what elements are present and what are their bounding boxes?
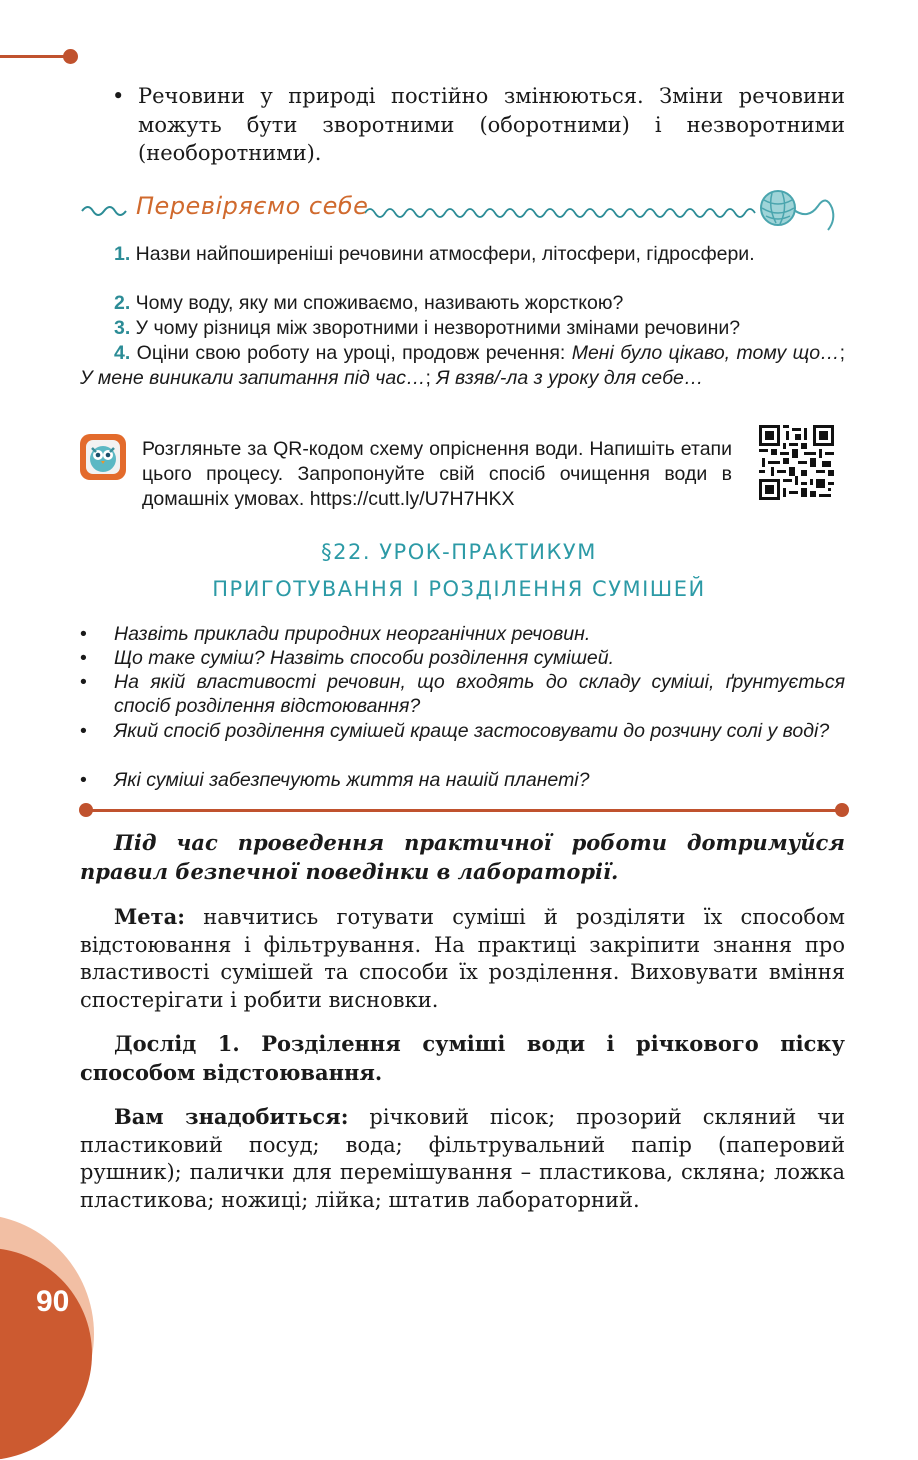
bullet-text: Назвіть приклади природних неорганічних речовин. xyxy=(114,623,591,645)
goal-label: Мета: xyxy=(114,904,185,929)
materials-label: Вам знадобиться: xyxy=(114,1104,349,1129)
page-number: 90 xyxy=(36,1285,70,1318)
lesson-bullet-5: • Які суміші забезпечують життя на нашій планеті? xyxy=(80,768,845,792)
question-number: 2. xyxy=(114,292,131,314)
lesson-bullet-3: • На якій властивості речовин, що входять до складу суміші, ґрунтується спосіб розділення відстоювання? xyxy=(80,671,845,717)
yarn-ball-icon xyxy=(754,188,840,234)
wave-decor-right xyxy=(365,203,757,219)
question-1 xyxy=(80,242,845,267)
bullet-text: Які суміші забезпечують життя на нашій планеті? xyxy=(114,769,590,791)
question-text: У чому різниця між зворотними і незворотними змінами речовини? xyxy=(130,317,741,339)
divider-dot-left xyxy=(79,803,93,817)
qr-code[interactable] xyxy=(759,425,834,500)
bullet-text: Який спосіб розділення сумішей краще застосовувати до розчину солі у воді? xyxy=(114,720,830,742)
question-4 xyxy=(80,341,845,390)
lesson-bullet-1: • Назвіть приклади природних неорганічних речовин. xyxy=(80,622,845,646)
question-2 xyxy=(80,291,845,316)
qr-instructions: Розгляньте за QR-кодом схему опріснення води. Напишіть етапи цього процесу. Запропонуйте свій спосіб очищення води в домашніх умовах. https://cutt.ly/U7H7HKX xyxy=(142,438,732,510)
experiment-title-text: Дослід 1. Розділення суміші води і річкового піску способом відстоювання. xyxy=(80,1031,845,1085)
lesson-heading-title: ПРИГОТУВАННЯ І РОЗДІЛЕННЯ СУМІШЕЙ xyxy=(212,577,706,601)
divider-dot-right xyxy=(835,803,849,817)
separator: ; xyxy=(839,342,845,364)
summary-bullet: • xyxy=(112,84,125,108)
question-number: 1. xyxy=(114,243,131,265)
experiment-title xyxy=(80,1030,845,1087)
lesson-bullet-2: • Що таке суміш? Назвіть способи розділення сумішей. xyxy=(80,646,845,670)
separator: ; xyxy=(425,366,437,389)
sentence-prompt-2: У мене виникали запитання під час… xyxy=(80,366,426,389)
summary-text xyxy=(112,82,845,168)
question-text: Назви найпоширеніші речовини атмосфери, літосфери, гідросфери. xyxy=(130,243,755,265)
safety-text: Під час проведення практичної роботи дотримуйся правил безпечної поведінки в лабораторії. xyxy=(80,830,845,884)
section-divider xyxy=(86,809,842,812)
wave-decor-left xyxy=(80,203,128,217)
goal-text: навчитись готувати суміші й розділяти їх способом відстоювання і фільтрування. На практиці закріпити знання про властивості сумішей та способи їх розділення. Виховувати вміння спостерігати і робити висновки. xyxy=(80,905,845,1012)
bullet-text: Що таке суміш? Назвіть способи розділення сумішей. xyxy=(114,647,615,669)
bullet-text: На якій властивості речовин, що входять до складу суміші, ґрунтується спосіб розділення відстоювання? xyxy=(114,671,845,717)
question-text: Оціни свою роботу на уроці, продовж речення: xyxy=(130,342,572,364)
question-number: 4. xyxy=(114,342,131,364)
goal-paragraph xyxy=(80,903,845,1014)
question-text: Чому воду, яку ми споживаємо, називають жорсткою? xyxy=(130,292,624,314)
top-decor-dot xyxy=(63,49,78,64)
lesson-heading-number: §22. УРОК-ПРАКТИКУМ xyxy=(321,540,597,564)
sentence-prompt-3: Я взяв/-ла з уроку для себе… xyxy=(436,366,704,389)
top-decor-line xyxy=(0,55,66,58)
summary-paragraph: Речовини у природі постійно змінюються. Зміни речовини можуть бути зворотними (оборотними) і незворотними (необоротними). xyxy=(138,84,845,165)
owl-icon xyxy=(80,434,126,480)
check-section-title: Перевіряємо себе xyxy=(136,192,369,220)
lesson-bullet-4: • Який спосіб розділення сумішей краще застосовувати до розчину солі у воді? xyxy=(80,719,845,743)
materials-paragraph xyxy=(80,1103,845,1214)
safety-note xyxy=(80,829,845,886)
question-number: 3. xyxy=(114,317,131,339)
materials-text: річковий пісок; прозорий скляний чи пластиковий посуд; вода; фільтрувальний папір (паперовий рушник); палички для перемішування – пластикова, скляна; ложка пластикова; ножиці; лійка; штатив лабораторний. xyxy=(80,1105,845,1212)
question-3 xyxy=(80,316,845,341)
sentence-prompt-1: Мені було цікаво, тому що… xyxy=(571,342,840,364)
